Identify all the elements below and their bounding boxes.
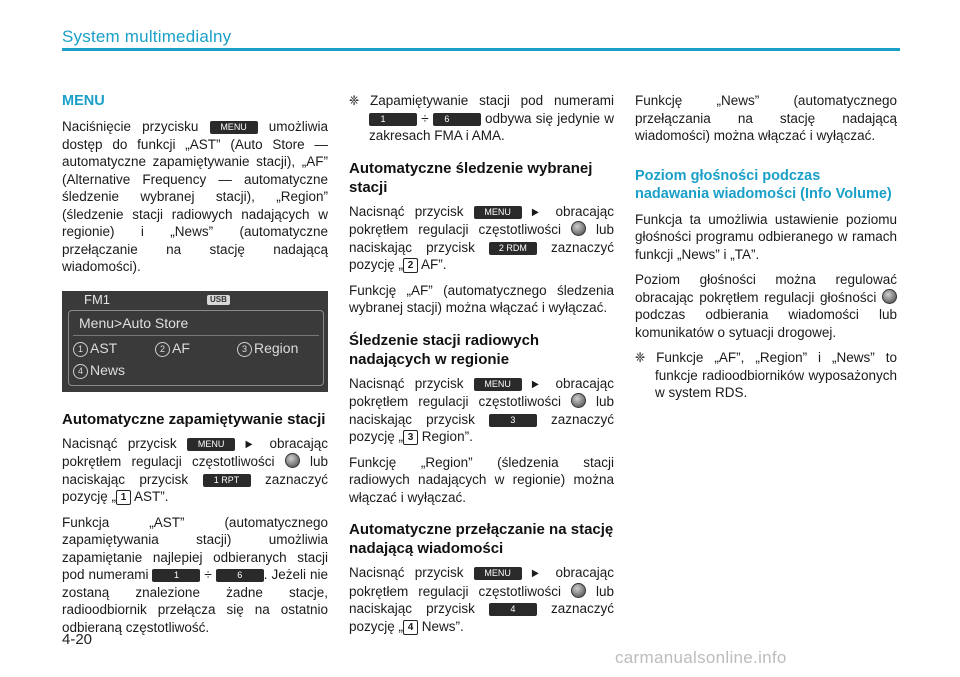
column-2 [349, 92, 614, 643]
menu-heading: MENU [62, 93, 105, 109]
button-1-icon: 1 [152, 569, 200, 582]
column-3 [635, 92, 897, 410]
tune-knob-icon [571, 583, 586, 598]
screen-item-news: 4 News [73, 362, 125, 379]
tune-knob-icon [571, 393, 586, 408]
region-paragraph-1: Nacisnąć przycisk MENU ▶ obracając pokrętłem regulacji częstotliwości lub naciskając przycisk 3 zaznaczyć pozycję „ 3 Region”. [349, 375, 614, 444]
news-heading: Automatyczne przełączanie na stację nadającą wiadomości [349, 521, 614, 557]
screen-divider [73, 335, 319, 336]
button-3-icon: 3 [489, 414, 537, 427]
menu-button-icon: MENU [187, 438, 235, 451]
rpt-button-icon: 1 RPT [203, 474, 251, 487]
tune-knob-icon [571, 221, 586, 236]
rds-note: ❈ Funkcje „AF”, „Region” i „News” to funkcje radioodbiorników wyposażonych w system RDS. [635, 350, 897, 400]
autostore-paragraph-2: Funkcja „AST” (automatycznego zapamiętywania stacji) umożliwia zapamiętanie najlepiej odbieranych stacji pod numerami 1 ÷ 6 . Jeżeli nie zostaną znalezione żadne stacje, radioodbiornik przełącza się na ostatnio odbieraną częstotliwość. [62, 514, 328, 635]
button-6-icon: 6 [433, 113, 481, 126]
autostore-heading: Automatyczne zapamiętywanie stacji [62, 410, 326, 428]
menu-button-icon: MENU [210, 121, 258, 134]
info-volume-paragraph-2: Poziom głośności można regulować obracając pokrętłem regulacji głośności podczas odbierania wiadomości lub komunikatów o sytuacji drogowej. [635, 272, 897, 340]
af-paragraph-2: Funkcję „AF” (automatycznego śledzenia wybranej stacji) można włączać i wyłączać. [349, 282, 614, 315]
news-toggle-paragraph: Funkcję „News” (automatycznego przełączania na stację nadającą wiadomości) można włączać i wyłączać. [635, 93, 897, 143]
info-volume-heading: Poziom głośności podczas nadawania wiadomości (Info Volume) [635, 167, 892, 202]
news-paragraph-1: Nacisnąć przycisk MENU ▶ obracając pokrętłem regulacji częstotliwości lub naciskając przycisk 4 zaznaczyć pozycję „ 4 News”. [349, 565, 614, 634]
page-number: 4-20 [62, 631, 93, 648]
menu-button-icon: MENU [474, 378, 522, 391]
number-4-icon: 4 [403, 620, 418, 635]
screen-band: FM1 [84, 291, 110, 307]
rdm-button-icon: 2 RDM [489, 242, 537, 255]
button-4-icon: 4 [489, 603, 537, 616]
number-1-icon: 1 [116, 490, 131, 505]
volume-knob-icon [882, 289, 897, 304]
region-paragraph-2: Funkcję „Region” (śledzenia stacji radiowych nadających w regionie) można włączać i wyłączać. [349, 454, 614, 505]
screen-item-af: 2 AF [155, 340, 190, 357]
radio-menu-screen [62, 291, 328, 392]
number-2-icon: 2 [403, 258, 418, 273]
header-rule [62, 48, 900, 51]
number-3-icon: 3 [403, 430, 418, 445]
menu-button-icon: MENU [474, 567, 522, 580]
info-volume-paragraph-1: Funkcja ta umożliwia ustawienie poziomu głośności programu odbieranego w ramach funkcji „News” i „TA”. [635, 211, 897, 262]
arrow-right-icon: ▶ [531, 206, 546, 218]
af-heading: Automatyczne śledzenie wybranej stacji [349, 159, 593, 196]
watermark: carmanualsonline.info [615, 648, 787, 667]
screen-menu-path: Menu>Auto Store [79, 314, 189, 331]
button-1-icon: 1 [369, 113, 417, 126]
arrow-right-icon: ▶ [531, 568, 546, 579]
column-1 [62, 92, 328, 644]
screen-usb-badge: USB [207, 295, 230, 305]
screen-item-ast: 1 AST [73, 340, 117, 357]
arrow-right-icon: ▶ [531, 378, 546, 390]
screen-menu-box [68, 310, 324, 386]
section-title: System multimedialny [62, 27, 232, 46]
screen-item-region: 3 Region [237, 340, 298, 357]
tune-knob-icon [285, 453, 300, 468]
button-6-icon: 6 [216, 569, 264, 582]
af-paragraph-1: Nacisnąć przycisk MENU ▶ obracając pokrętłem regulacji częstotliwości lub naciskając przycisk 2 RDM zaznaczyć pozycję „ 2 AF”. [349, 203, 614, 272]
arrow-right-icon: ▶ [245, 438, 260, 450]
autostore-paragraph-1: Nacisnąć przycisk MENU ▶ obracając pokrętłem regulacji częstotliwości lub naciskając przycisk 1 RPT zaznaczyć pozycję „ 1 AST”. [62, 435, 328, 504]
menu-button-icon: MENU [474, 206, 522, 219]
region-heading: Śledzenie stacji radiowych nadających w regionie [349, 331, 540, 368]
menu-paragraph: Naciśnięcie przycisku MENU umożliwia dostęp do funkcji „AST” (Auto Store — automatyczne zapamiętywanie stacji), „AF” (Alternative Frequency — automatyczne śledzenie wybranej stacji), „Region” (śledzenie stacji radiowych nadających w regionie) i „News” (automatyczne przełączanie na stację nadającą wiadomości). [62, 119, 328, 274]
preset-note: ❈ Zapamiętywanie stacji pod numerami 1 ÷ 6 odbywa się jedynie w zakresach FMA i AMA. [349, 93, 614, 143]
